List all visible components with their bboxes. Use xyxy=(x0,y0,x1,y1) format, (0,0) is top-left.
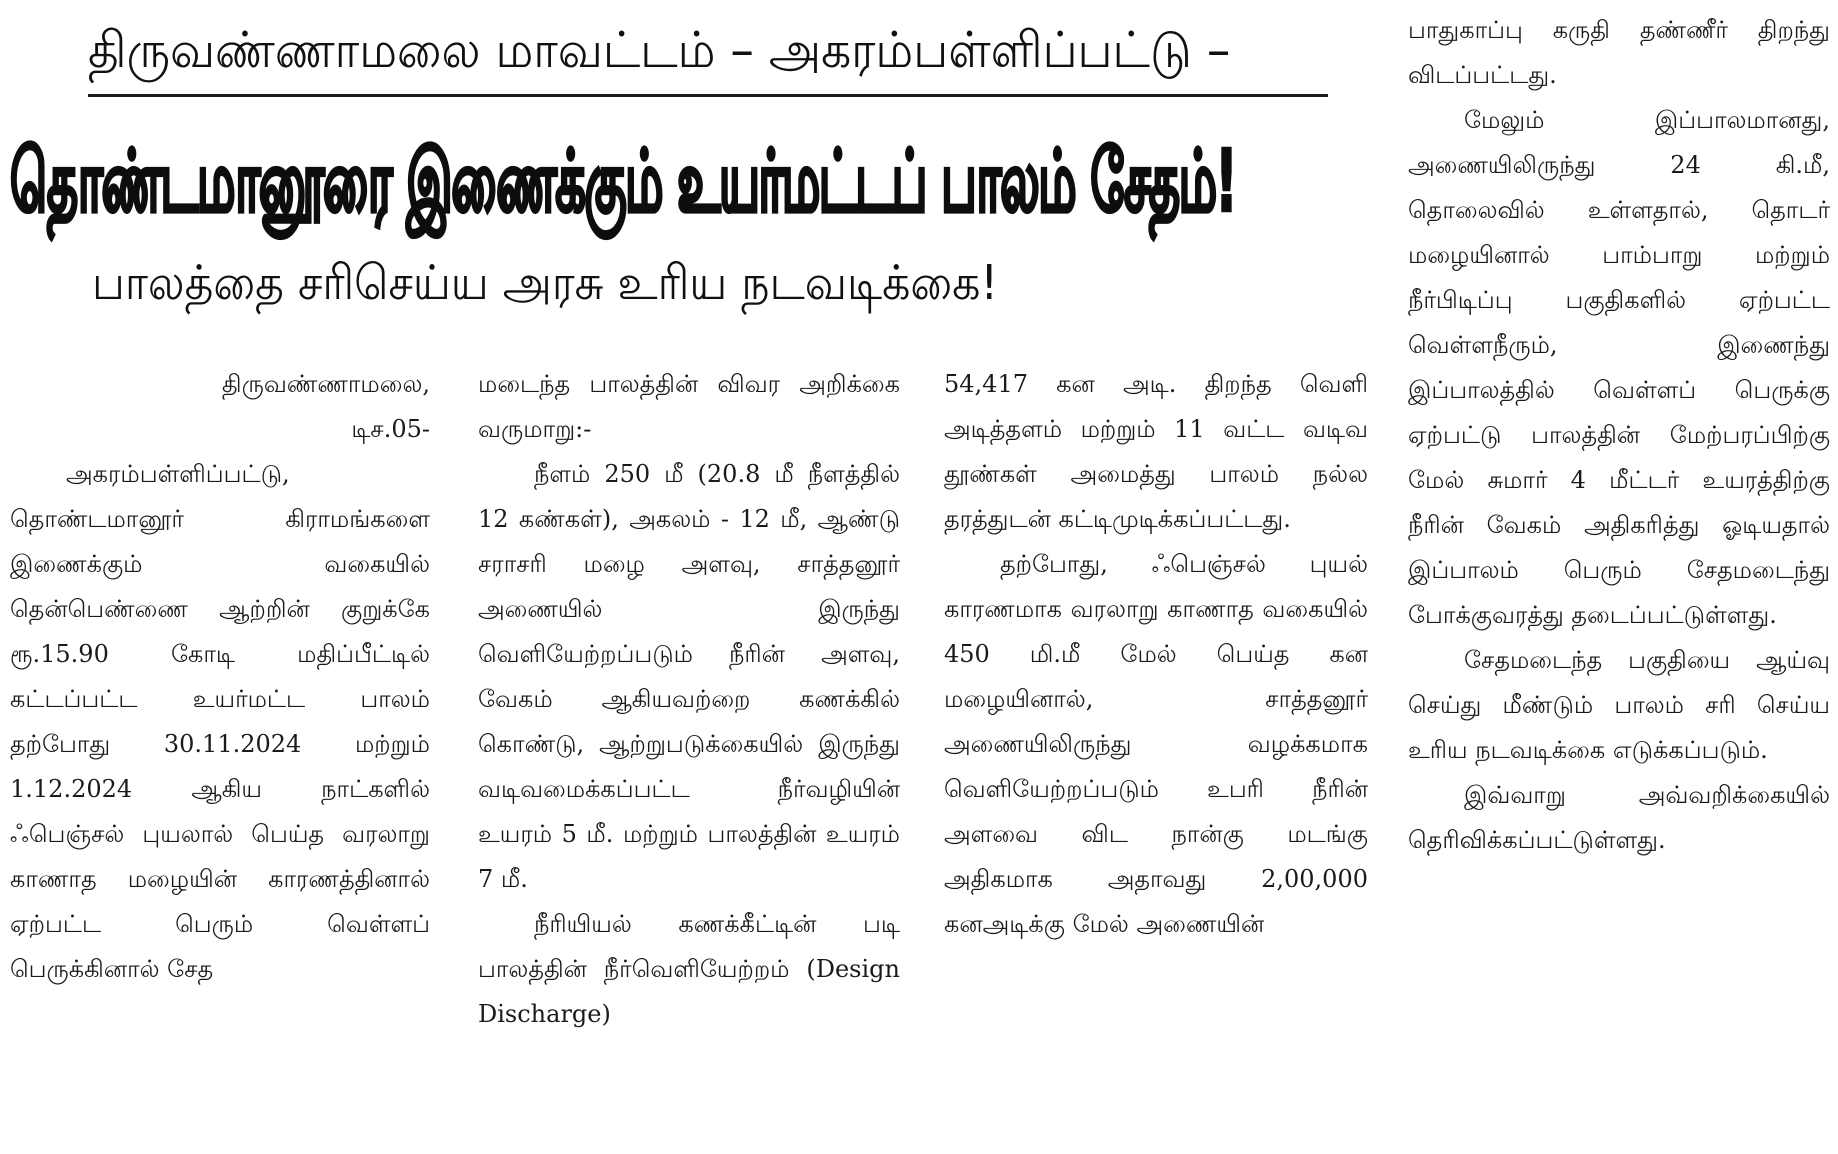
paragraph-1: அகரம்பள்ளிப்பட்டு, தொண்டமானூர் கிராமங்களை இணைக்கும் வகையில் தென்பெண்ணை ஆற்றின் குறுக்கே ரூ.15.90 கோடி மதிப்பீட்டில் கட்டப்பட்ட உயர்மட்ட பாலம் தற்போது 30.11.2024 மற்றும் 1.12.2024 ஆகிய நாட்களில் ஃபெஞ்சல் புயலால் பெய்த வரலாறு காணாத மழையின் காரணத்தினால் ஏற்பட்ட பெரும் வெள்ளப் பெருக்கினால் சேத xyxy=(10,460,430,983)
paragraph-7: இவ்வாறு அவ்வறிக்கையில் தெரிவிக்கப்பட்டுள்ளது. xyxy=(1408,781,1830,854)
kicker-heading: திருவண்ணாமலை மாவட்டம் – அகரம்பள்ளிப்பட்டு – xyxy=(88,21,1231,79)
paragraph-1-continued: மடைந்த பாலத்தின் விவர அறிக்கை வருமாறு:- xyxy=(478,370,900,443)
main-headline: தொண்டமானூரை இணைக்கும் உயர்மட்டப் பாலம் சேதம்! xyxy=(10,131,1236,231)
paragraph-4-continued: பாதுகாப்பு கருதி தண்ணீர் திறந்து விடப்பட்டது. xyxy=(1408,16,1830,89)
dateline-date: டிச.05- xyxy=(351,415,430,443)
sub-headline: பாலத்தை சரிசெய்ய அரசு உரிய நடவடிக்கை! xyxy=(92,255,999,311)
dateline-place: திருவண்ணாமலை, xyxy=(221,370,430,398)
paragraph-4: தற்போது, ஃபெஞ்சல் புயல் காரணமாக வரலாறு காணாத வகையில் 450 மி.மீ மேல் பெய்த கன மழையினால், சாத்தனூர் அணையிலிருந்து வழக்கமாக வெளியேற்றப்படும் உபரி நீரின் அளவை விட நான்கு மடங்கு அதிகமாக அதாவது 2,00,000 கனஅடிக்கு மேல் அணையின் xyxy=(944,550,1368,938)
article-column-4 xyxy=(1408,8,1830,863)
paragraph-3: நீரியியல் கணக்கீட்டின் படி பாலத்தின் நீர்வெளியேற்றம் (Design Discharge) xyxy=(478,910,900,1028)
article-column-1 xyxy=(10,362,430,992)
article-column-3 xyxy=(944,362,1368,947)
paragraph-2: நீளம் 250 மீ (20.8 மீ நீளத்தில் 12 கண்கள்), அகலம் - 12 மீ, ஆண்டு சராசரி மழை அளவு, சாத்தனூர் அணையில் இருந்து வெளியேற்றப்படும் நீரின் அளவு, வேகம் ஆகியவற்றை கணக்கில் கொண்டு, ஆற்றுபடுக்கையில் இருந்து வடிவமைக்கப்பட்ட நீர்வழியின் உயரம் 5 மீ. மற்றும் பாலத்தின் உயரம் 7 மீ. xyxy=(478,460,900,893)
paragraph-3-continued: 54,417 கன அடி. திறந்த வெளி அடித்தளம் மற்றும் 11 வட்ட வடிவ தூண்கள் அமைத்து பாலம் நல்ல தரத்துடன் கட்டிமுடிக்கப்பட்டது. xyxy=(944,370,1368,533)
heading-rule xyxy=(88,94,1328,97)
article-column-2 xyxy=(478,362,900,1037)
paragraph-5: மேலும் இப்பாலமானது, அணையிலிருந்து 24 கி.மீ, தொலைவில் உள்ளதால், தொடர் மழையினால் பாம்பாறு மற்றும் நீர்பிடிப்பு பகுதிகளில் ஏற்பட்ட வெள்ளநீரும், இணைந்து இப்பாலத்தில் வெள்ளப் பெருக்கு ஏற்பட்டு பாலத்தின் மேற்பரப்பிற்கு மேல் சுமார் 4 மீட்டர் உயரத்திற்கு நீரின் வேகம் அதிகரித்து ஓடியதால் இப்பாலம் பெரும் சேதமடைந்து போக்குவரத்து தடைப்பட்டுள்ளது. xyxy=(1408,106,1830,629)
paragraph-6: சேதமடைந்த பகுதியை ஆய்வு செய்து மீண்டும் பாலம் சரி செய்ய உரிய நடவடிக்கை எடுக்கப்படும். xyxy=(1408,646,1830,764)
